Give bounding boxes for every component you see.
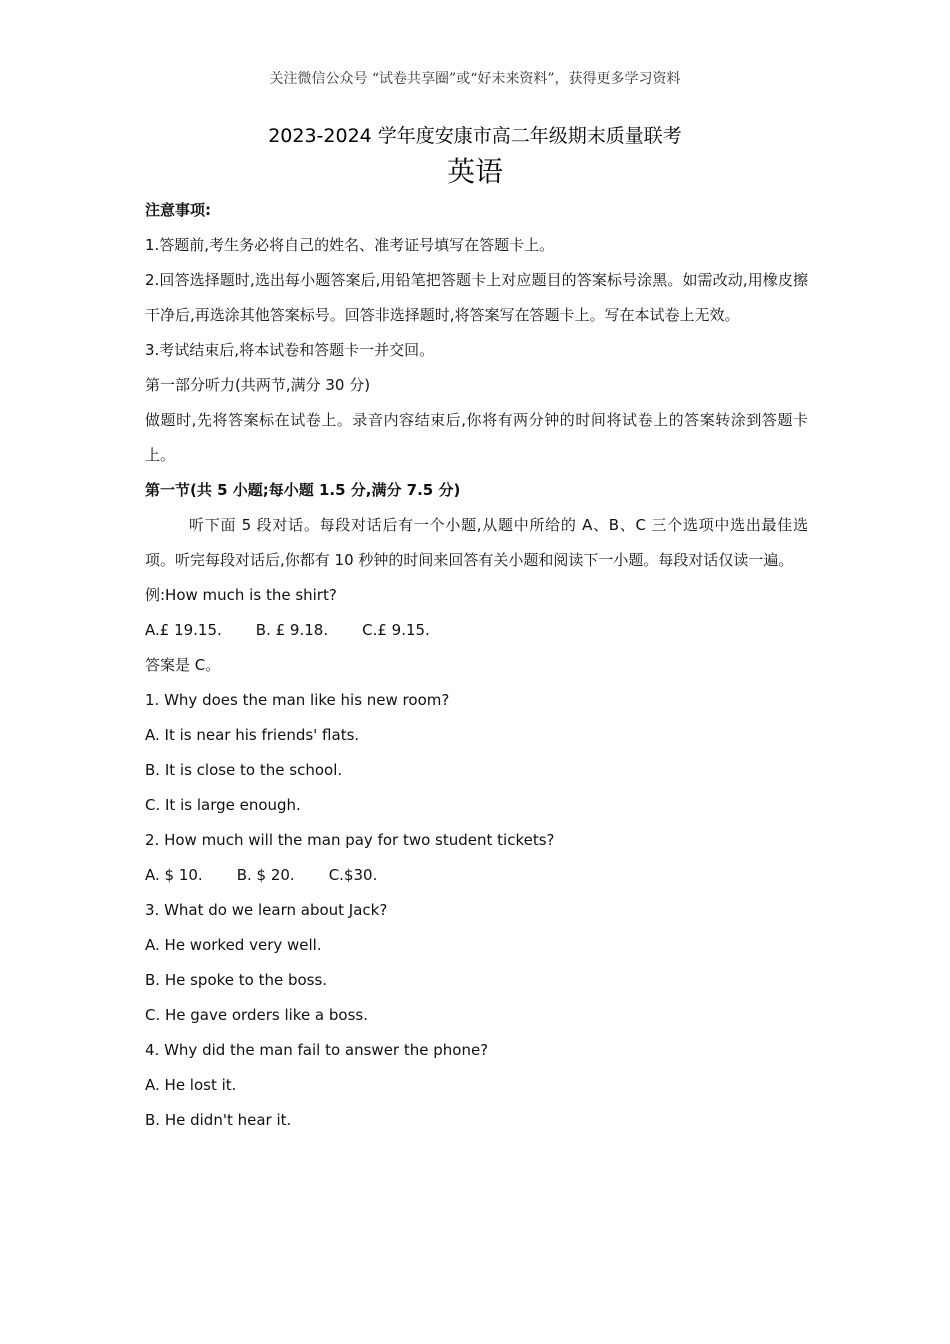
question-option: A. He worked very well. bbox=[145, 936, 322, 954]
question-option: C. It is large enough. bbox=[145, 796, 301, 814]
part1-instruction: 做题时,先将答案标在试卷上。录音内容结束后,你将有两分钟的时间将试卷上的答案转涂到答题卡上。 bbox=[145, 411, 808, 464]
notice-item: 1.答题前,考生务必将自己的姓名、准考证号填写在答题卡上。 bbox=[145, 236, 555, 254]
section1-heading: 第一节(共 5 小题;每小题 1.5 分,满分 7.5 分) bbox=[145, 481, 461, 499]
notice-item: 2.回答选择题时,选出每小题答案后,用铅笔把答题卡上对应题目的答案标号涂黑。如需改动,用橡皮擦干净后,再选涂其他答案标号。回答非选择题时,将答案写在答题卡上。写在本试卷上无效。 bbox=[145, 271, 808, 324]
question-3: 3. What do we learn about Jack? bbox=[145, 901, 388, 919]
question-option: C. He gave orders like a boss. bbox=[145, 1006, 368, 1024]
example-option: C.£ 9.15. bbox=[362, 621, 430, 639]
question-2-options bbox=[145, 858, 808, 893]
example-question: 例:How much is the shirt? bbox=[145, 586, 337, 604]
question-option: B. It is close to the school. bbox=[145, 761, 343, 779]
question-2: 2. How much will the man pay for two student tickets? bbox=[145, 831, 555, 849]
example-option: B. £ 9.18. bbox=[255, 621, 329, 639]
question-option: A. He lost it. bbox=[145, 1076, 237, 1094]
exam-title: 2023-2024 学年度安康市高二年级期末质量联考 bbox=[268, 125, 682, 147]
question-option: A. $ 10. bbox=[145, 866, 203, 884]
example-options bbox=[145, 613, 808, 648]
question-option: B. He spoke to the boss. bbox=[145, 971, 328, 989]
exam-body bbox=[145, 193, 808, 1138]
question-option: C.$30. bbox=[328, 866, 378, 884]
header-note: 关注微信公众号 “试卷共享圈”或“好未来资料”，获得更多学习资料 bbox=[269, 71, 681, 87]
example-answer: 答案是 C。 bbox=[145, 656, 221, 674]
question-option: B. $ 20. bbox=[236, 866, 295, 884]
question-option: A. It is near his friends' flats. bbox=[145, 726, 360, 744]
question-1: 1. Why does the man like his new room? bbox=[145, 691, 450, 709]
part1-heading: 第一部分听力(共两节,满分 30 分) bbox=[145, 376, 371, 394]
subject-title: 英语 bbox=[446, 155, 503, 188]
notice-heading: 注意事项: bbox=[145, 201, 211, 219]
section1-instruction: 听下面 5 段对话。每段对话后有一个小题,从题中所给的 A、B、C 三个选项中选出最佳选项。听完每段对话后,你都有 10 秒钟的时间来回答有关小题和阅读下一小题。每段对话仅读一遍。 bbox=[145, 516, 808, 569]
question-4: 4. Why did the man fail to answer the phone? bbox=[145, 1041, 489, 1059]
example-option: A.£ 19.15. bbox=[145, 621, 222, 639]
question-option: B. He didn't hear it. bbox=[145, 1111, 292, 1129]
notice-item: 3.考试结束后,将本试卷和答题卡一并交回。 bbox=[145, 341, 435, 359]
